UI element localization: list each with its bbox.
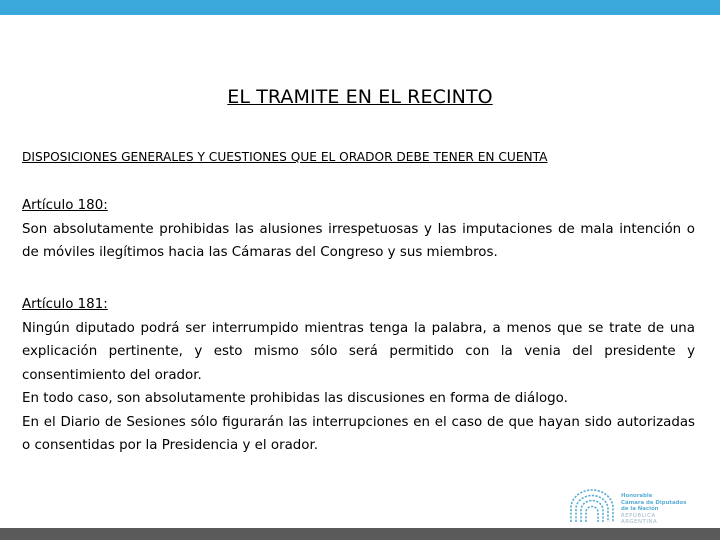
article-180 [22, 194, 695, 265]
congress-arch-icon [567, 488, 617, 524]
logo-line: Honorable [621, 493, 653, 499]
chamber-logo [567, 488, 687, 528]
logo-text [621, 493, 691, 526]
article-paragraph: En todo caso, son absolutamente prohibidas las discusiones en forma de diálogo. [22, 391, 568, 406]
logo-line: Cámara de Diputados [621, 499, 687, 506]
article-heading: Artículo 181: [22, 297, 108, 312]
article-paragraph: Ningún diputado podrá ser interrumpido mientras tenga la palabra, a menos que se trate de una explicación pertinente, y esto mismo sólo será permitido con la venia del presidente y consentimiento del orador. [22, 320, 695, 383]
logo-line: REPÚBLICA ARGENTINA [621, 512, 658, 526]
article-heading: Artículo 180: [22, 198, 108, 213]
slide-title: EL TRAMITE EN EL RECINTO [227, 86, 493, 108]
article-paragraph: En el Diario de Sesiones sólo figurarán las interrupciones en el caso de que hayan sido autorizadas o consentidas por la Presidencia y el orador. [22, 414, 695, 453]
logo-line: de la Nación [621, 506, 659, 513]
article-181 [22, 293, 695, 458]
slide-subtitle: DISPOSICIONES GENERALES Y CUESTIONES QUE EL ORADOR DEBE TENER EN CUENTA [22, 150, 548, 164]
bottom-bar [0, 528, 720, 540]
article-paragraph: Son absolutamente prohibidas las alusiones irrespetuosas y las imputaciones de mala intención o de móviles ilegítimos hacia las Cámaras del Congreso y sus miembros. [22, 221, 695, 260]
top-accent-bar [0, 0, 720, 15]
